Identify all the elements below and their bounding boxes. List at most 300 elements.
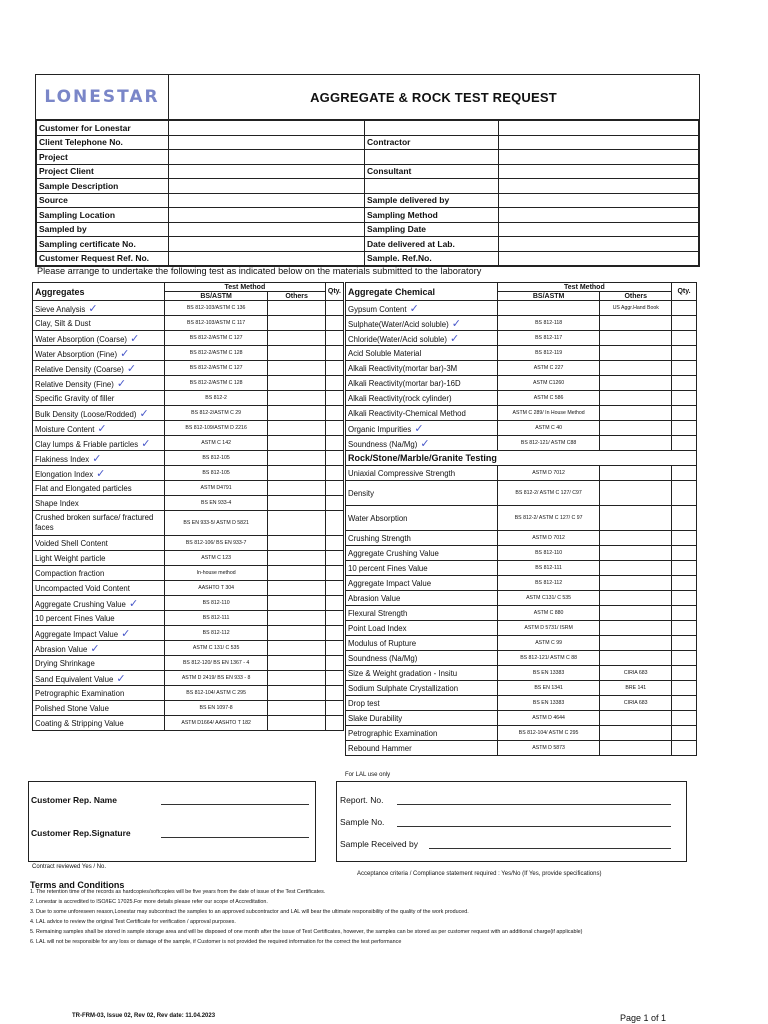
- test-row: [346, 606, 697, 621]
- info-row: [37, 150, 699, 165]
- test-others[interactable]: [600, 421, 672, 436]
- info-label-right: Sample. Ref.No.: [365, 251, 499, 266]
- test-method: ASTM D 5873: [497, 741, 600, 756]
- test-name: 10 percent Fines Value: [35, 613, 115, 623]
- info-value-field-right[interactable]: [499, 164, 699, 179]
- test-name-cell: [346, 726, 498, 741]
- test-row: [33, 301, 344, 316]
- test-name-cell: [33, 536, 165, 551]
- test-others[interactable]: [268, 481, 325, 496]
- test-method: BS 812-105: [164, 451, 268, 466]
- test-others[interactable]: [268, 466, 325, 481]
- test-others[interactable]: [268, 511, 325, 536]
- test-row: [346, 376, 697, 391]
- test-qty-field[interactable]: [325, 496, 343, 511]
- test-method-heading-right: Test Method: [497, 283, 671, 292]
- info-row: [37, 222, 699, 237]
- info-label-right: [365, 121, 499, 136]
- test-qty-field[interactable]: [672, 741, 697, 756]
- test-row: [346, 561, 697, 576]
- test-others[interactable]: [600, 376, 672, 391]
- test-others[interactable]: [600, 711, 672, 726]
- test-name-cell: [33, 421, 165, 436]
- test-qty-field[interactable]: [672, 481, 697, 506]
- test-qty-field[interactable]: [672, 591, 697, 606]
- test-method: BS 812-111: [164, 611, 268, 626]
- check-mark-icon: ✓: [136, 407, 149, 420]
- test-others[interactable]: [268, 626, 325, 641]
- info-row: [37, 251, 699, 266]
- test-row: [346, 576, 697, 591]
- test-name-cell: [346, 576, 498, 591]
- test-qty-field[interactable]: [325, 331, 343, 346]
- info-label-right: Contractor: [365, 135, 499, 150]
- test-name-cell: [346, 331, 498, 346]
- test-method: ASTM C 289/ In House Method: [497, 406, 600, 421]
- test-others[interactable]: [268, 581, 325, 596]
- info-value-field-right[interactable]: [499, 237, 699, 252]
- test-name: Petrographic Examination: [35, 688, 125, 698]
- test-row: [33, 596, 344, 611]
- check-mark-icon: ✓: [411, 422, 424, 435]
- test-method: BS 812-2/ASTM C 127: [164, 361, 268, 376]
- test-qty-field[interactable]: [325, 376, 343, 391]
- test-method: ASTM C 142: [164, 436, 268, 451]
- chemical-heading: Aggregate Chemical: [346, 283, 498, 301]
- test-row: [346, 346, 697, 361]
- test-others[interactable]: [600, 741, 672, 756]
- test-others[interactable]: [600, 531, 672, 546]
- test-method: BS 812-2/ ASTM C 127/ C 97: [497, 506, 600, 531]
- test-name: Specific Gravity of filler: [35, 393, 115, 403]
- test-qty-field[interactable]: [325, 466, 343, 481]
- test-method: ASTM D 7012: [497, 466, 600, 481]
- test-qty-field[interactable]: [672, 651, 697, 666]
- test-qty-field[interactable]: [325, 626, 343, 641]
- test-name-cell: [33, 316, 165, 331]
- test-others[interactable]: [600, 481, 672, 506]
- test-row: [33, 611, 344, 626]
- test-others[interactable]: [268, 391, 325, 406]
- test-others[interactable]: CIRIA 683: [600, 666, 672, 681]
- info-label-right: Sampling Date: [365, 222, 499, 237]
- check-mark-icon: ✓: [446, 332, 460, 345]
- test-qty-field[interactable]: [325, 581, 343, 596]
- test-name: Relative Density (Fine): [35, 379, 114, 389]
- test-qty-field[interactable]: [672, 421, 697, 436]
- test-qty-field[interactable]: [672, 301, 697, 316]
- bs-astm-heading: BS/ASTM: [164, 292, 268, 301]
- check-mark-icon: ✓: [85, 302, 98, 315]
- test-others[interactable]: [600, 621, 672, 636]
- test-qty-field[interactable]: [672, 666, 697, 681]
- check-mark-icon: ✓: [118, 627, 131, 640]
- test-name-cell: [33, 361, 165, 376]
- test-method: BS 812-109/ASTM D 2216: [164, 421, 268, 436]
- test-qty-field[interactable]: [325, 346, 343, 361]
- test-others[interactable]: CIRIA 683: [600, 696, 672, 711]
- test-name: Alkali Reactivity(rock cylinder): [348, 393, 452, 403]
- test-others[interactable]: [600, 576, 672, 591]
- test-name-cell: [33, 511, 165, 536]
- test-others[interactable]: [268, 421, 325, 436]
- test-name-cell: [33, 451, 165, 466]
- test-name-cell: [346, 606, 498, 621]
- test-others[interactable]: [268, 406, 325, 421]
- test-qty-field[interactable]: [672, 681, 697, 696]
- test-qty-field[interactable]: [325, 551, 343, 566]
- test-others[interactable]: US Aggr.Hand Book: [600, 301, 672, 316]
- bs-astm-heading-right: BS/ASTM: [497, 292, 600, 301]
- test-qty-field[interactable]: [325, 316, 343, 331]
- test-others[interactable]: [600, 651, 672, 666]
- test-qty-field[interactable]: [325, 686, 343, 701]
- info-value-field-right[interactable]: [499, 179, 699, 194]
- test-qty-field[interactable]: [672, 636, 697, 651]
- check-mark-icon: ✓: [117, 347, 130, 360]
- test-name-cell: [33, 481, 165, 496]
- test-method: BS 812-111: [497, 561, 600, 576]
- sample-received-by-field[interactable]: [429, 848, 671, 849]
- test-name-cell: [346, 681, 498, 696]
- test-method: ASTM C 227: [497, 361, 600, 376]
- test-others[interactable]: [268, 436, 325, 451]
- test-qty-field[interactable]: [325, 451, 343, 466]
- test-row: [346, 651, 697, 666]
- test-name-cell: [33, 406, 165, 421]
- test-name-cell: [346, 591, 498, 606]
- test-qty-field[interactable]: [672, 506, 697, 531]
- customer-rep-name-field[interactable]: [161, 804, 309, 805]
- test-method: BS 812-103/ASTM C 136: [164, 301, 268, 316]
- info-value-field[interactable]: [169, 179, 365, 194]
- info-value-field-right[interactable]: [499, 121, 699, 136]
- qty-heading: Qty.: [325, 283, 343, 301]
- info-label: Sampled by: [37, 222, 169, 237]
- test-row: [33, 566, 344, 581]
- test-qty-field[interactable]: [672, 436, 697, 451]
- test-others[interactable]: [600, 606, 672, 621]
- test-method: BS 812-121/ ASTM C88: [497, 436, 600, 451]
- info-value-field[interactable]: [169, 164, 365, 179]
- test-row: [346, 316, 697, 331]
- test-row: [346, 506, 697, 531]
- others-heading-right: Others: [600, 292, 672, 301]
- test-others[interactable]: [600, 561, 672, 576]
- test-others[interactable]: [600, 346, 672, 361]
- test-qty-field[interactable]: [672, 376, 697, 391]
- terms-item: 1. The retention time of the records as hardcopies/softcopies will be five years from the date of issue of the Test Certificates.: [36, 889, 686, 896]
- info-label: Customer Request Ref. No.: [37, 251, 169, 266]
- test-row: [33, 686, 344, 701]
- test-row: [33, 376, 344, 391]
- test-qty-field[interactable]: [325, 421, 343, 436]
- check-mark-icon: ✓: [113, 672, 126, 685]
- test-name: Sand Equivalent Value: [35, 674, 114, 684]
- test-qty-field[interactable]: [325, 641, 343, 656]
- test-name-cell: [33, 301, 165, 316]
- sample-received-by-label: Sample Received by: [340, 839, 418, 849]
- test-qty-field[interactable]: [672, 316, 697, 331]
- test-others[interactable]: [600, 726, 672, 741]
- report-no-field[interactable]: [397, 804, 671, 805]
- test-row: [33, 421, 344, 436]
- test-name: Polished Stone Value: [35, 703, 109, 713]
- info-value-field[interactable]: [169, 150, 365, 165]
- test-name: Point Load Index: [348, 623, 407, 633]
- test-qty-field[interactable]: [325, 671, 343, 686]
- test-qty-field[interactable]: [672, 466, 697, 481]
- instruction-text: Please arrange to undertake the following test as indicated below on the materials submitted to the laboratory: [37, 266, 482, 276]
- test-name: Rebound Hammer: [348, 743, 412, 753]
- test-method: BS 812-112: [164, 626, 268, 641]
- info-label: Sample Description: [37, 179, 169, 194]
- test-qty-field[interactable]: [325, 406, 343, 421]
- sample-no-field[interactable]: [397, 826, 671, 827]
- test-qty-field[interactable]: [672, 711, 697, 726]
- test-row: [346, 621, 697, 636]
- info-value-field-right[interactable]: [499, 251, 699, 266]
- customer-rep-signature-field[interactable]: [161, 837, 309, 838]
- info-row: [37, 193, 699, 208]
- test-name: Crushed broken surface/ fractured faces: [35, 513, 154, 532]
- test-method: BS 812-2/ ASTM C 127/ C97: [497, 481, 600, 506]
- test-name-cell: [346, 361, 498, 376]
- test-others[interactable]: [600, 636, 672, 651]
- info-label-right: Sampling Method: [365, 208, 499, 223]
- test-qty-field[interactable]: [325, 701, 343, 716]
- test-method: ASTM D 2419/ BS EN 933 - 8: [164, 671, 268, 686]
- test-name-cell: [346, 636, 498, 651]
- test-method: BS EN 1341: [497, 681, 600, 696]
- info-row: [37, 135, 699, 150]
- test-qty-field[interactable]: [672, 361, 697, 376]
- info-value-field[interactable]: [169, 135, 365, 150]
- test-row: [33, 391, 344, 406]
- test-qty-field[interactable]: [325, 716, 343, 731]
- test-row: [33, 496, 344, 511]
- test-others[interactable]: [268, 346, 325, 361]
- info-value-field-right[interactable]: [499, 222, 699, 237]
- test-name: Coating & Stripping Value: [35, 718, 124, 728]
- test-others[interactable]: [268, 611, 325, 626]
- info-value-field[interactable]: [169, 121, 365, 136]
- test-name: Slake Durability: [348, 713, 403, 723]
- test-others[interactable]: [268, 656, 325, 671]
- test-name-cell: [346, 316, 498, 331]
- test-others[interactable]: [600, 316, 672, 331]
- test-others[interactable]: [268, 686, 325, 701]
- test-name-cell: [346, 561, 498, 576]
- test-others[interactable]: [268, 551, 325, 566]
- test-method: ASTM D 7012: [497, 531, 600, 546]
- test-qty-field[interactable]: [325, 436, 343, 451]
- test-qty-field[interactable]: [672, 531, 697, 546]
- test-method: BS 812-2/ASTM C 128: [164, 346, 268, 361]
- test-method: BS 812-2/ASTM C 128: [164, 376, 268, 391]
- test-name-cell: [33, 686, 165, 701]
- test-name-cell: [346, 376, 498, 391]
- test-others[interactable]: [268, 376, 325, 391]
- test-others[interactable]: [600, 466, 672, 481]
- info-label-right: Sample delivered by: [365, 193, 499, 208]
- test-qty-field[interactable]: [325, 481, 343, 496]
- test-name-cell: [346, 391, 498, 406]
- test-qty-field[interactable]: [672, 561, 697, 576]
- test-others[interactable]: [600, 391, 672, 406]
- test-qty-field[interactable]: [672, 546, 697, 561]
- test-others[interactable]: [600, 546, 672, 561]
- test-row: [33, 466, 344, 481]
- terms-title: Terms and Conditions: [30, 880, 125, 890]
- test-qty-field[interactable]: [325, 566, 343, 581]
- customer-rep-signature-label: Customer Rep.Signature: [31, 828, 131, 838]
- test-row: [346, 481, 697, 506]
- test-name: Bulk Density (Loose/Rodded): [35, 409, 137, 419]
- test-others[interactable]: [268, 331, 325, 346]
- test-name: Petrographic Examination: [348, 728, 438, 738]
- test-qty-field[interactable]: [325, 361, 343, 376]
- info-value-field[interactable]: [169, 193, 365, 208]
- test-name: Density: [348, 488, 374, 498]
- test-method: ASTM C 880: [497, 606, 600, 621]
- test-others[interactable]: [600, 331, 672, 346]
- test-qty-field[interactable]: [672, 331, 697, 346]
- test-name-cell: [33, 376, 165, 391]
- test-others[interactable]: [268, 496, 325, 511]
- terms-item: 5. Remaining samples shall be stored in sample storage area and will be disposed of one month after the issue of Test Certificates, however, the samples can be stored as per customer request with an additional charge(if applicable): [36, 929, 686, 936]
- test-method: BS 812-104/ ASTM C 295: [497, 726, 600, 741]
- test-qty-field[interactable]: [325, 511, 343, 536]
- test-others[interactable]: [600, 406, 672, 421]
- qty-heading-right: Qty.: [672, 283, 697, 301]
- info-row: [37, 237, 699, 252]
- terms-item: 6. LAL will not be responsible for any loss or damage of the sample, if Customer is not provided the required information for the correct the test performance: [36, 939, 686, 946]
- terms-item: 3. Due to some unforeseen reason,Lonestar may subcontract the samples to an approved subcontractor and LAL will bear the ultimate responsibility of the quality of the work produced.: [36, 909, 686, 916]
- test-name: Drop test: [348, 698, 380, 708]
- test-name: 10 percent Fines Value: [348, 563, 428, 573]
- test-qty-field[interactable]: [672, 391, 697, 406]
- test-others[interactable]: [268, 641, 325, 656]
- check-mark-icon: ✓: [406, 302, 419, 315]
- test-qty-field[interactable]: [672, 606, 697, 621]
- page-number: Page 1 of 1: [620, 1013, 667, 1023]
- test-others[interactable]: BRE 141: [600, 681, 672, 696]
- test-name: Elongation Index: [35, 469, 94, 479]
- test-method: BS 812-103/ASTM C 117: [164, 316, 268, 331]
- test-method: BS 812-104/ ASTM C 295: [164, 686, 268, 701]
- test-row: [346, 681, 697, 696]
- test-qty-field[interactable]: [672, 406, 697, 421]
- info-value-field[interactable]: [169, 237, 365, 252]
- lal-use-box: [336, 781, 687, 862]
- test-row: [33, 581, 344, 596]
- test-qty-field[interactable]: [325, 391, 343, 406]
- test-name: Gypsum Content: [348, 304, 407, 314]
- test-others[interactable]: [268, 596, 325, 611]
- test-qty-field[interactable]: [672, 576, 697, 591]
- test-name: Alkali Reactivity-Chemical Method: [348, 408, 466, 418]
- document-reference: TR-FRM-03, Issue 02, Rev 02, Rev date: 11.04.2023: [72, 1013, 216, 1019]
- test-name-cell: [346, 406, 498, 421]
- test-others[interactable]: [268, 716, 325, 731]
- form-header: [36, 75, 699, 120]
- test-others[interactable]: [600, 361, 672, 376]
- test-name-cell: [346, 651, 498, 666]
- test-row: [346, 636, 697, 651]
- test-others[interactable]: [268, 701, 325, 716]
- info-value-field[interactable]: [169, 251, 365, 266]
- test-name-cell: [33, 626, 165, 641]
- test-others[interactable]: [268, 671, 325, 686]
- test-method: BS 812-110: [497, 546, 600, 561]
- test-others[interactable]: [268, 451, 325, 466]
- test-name: Clay, Silt & Dust: [35, 318, 91, 328]
- info-value-field[interactable]: [169, 208, 365, 223]
- info-value-field[interactable]: [169, 222, 365, 237]
- info-label: Project Client: [37, 164, 169, 179]
- info-row: [37, 208, 699, 223]
- test-name-cell: [346, 346, 498, 361]
- check-mark-icon: ✓: [113, 377, 127, 390]
- acceptance-criteria: Acceptance criteria / Compliance statement required : Yes/No (If Yes, provide specifications): [357, 871, 602, 877]
- test-row: [33, 656, 344, 671]
- test-method: BS 812-118: [497, 316, 600, 331]
- test-others[interactable]: [268, 316, 325, 331]
- test-qty-field[interactable]: [325, 536, 343, 551]
- test-method: BS 812-2: [164, 391, 268, 406]
- test-row: [33, 671, 344, 686]
- test-others[interactable]: [268, 536, 325, 551]
- test-qty-field[interactable]: [672, 696, 697, 711]
- info-value-field-right[interactable]: [499, 150, 699, 165]
- test-row: [33, 536, 344, 551]
- test-name: Aggregate Impact Value: [348, 578, 432, 588]
- aggregates-table: [32, 282, 344, 731]
- test-qty-field[interactable]: [672, 346, 697, 361]
- info-value-field-right[interactable]: [499, 208, 699, 223]
- info-label: Source: [37, 193, 169, 208]
- test-name: Soundness (Na/Mg): [348, 439, 418, 449]
- test-name-cell: [346, 301, 498, 316]
- test-method: [497, 301, 600, 316]
- test-qty-field[interactable]: [672, 726, 697, 741]
- test-row: [346, 436, 697, 451]
- test-qty-field[interactable]: [325, 301, 343, 316]
- terms-item: 4. LAL advice to review the original Test Certificate for verification / approval purposes.: [36, 919, 686, 926]
- test-qty-field[interactable]: [325, 596, 343, 611]
- test-qty-field[interactable]: [325, 611, 343, 626]
- test-row: [33, 316, 344, 331]
- test-others[interactable]: [268, 301, 325, 316]
- test-others[interactable]: [600, 591, 672, 606]
- test-method: BS 812-112: [497, 576, 600, 591]
- test-name: Size & Weight gradation - Insitu: [348, 668, 458, 678]
- test-row: [33, 406, 344, 421]
- test-name: Voided Shell Content: [35, 538, 108, 548]
- customer-info-table: [36, 120, 699, 266]
- test-others[interactable]: [268, 361, 325, 376]
- test-qty-field[interactable]: [672, 621, 697, 636]
- test-method: In-house method: [164, 566, 268, 581]
- test-row: [346, 301, 697, 316]
- test-others[interactable]: [600, 436, 672, 451]
- info-value-field-right[interactable]: [499, 193, 699, 208]
- test-qty-field[interactable]: [325, 656, 343, 671]
- test-others[interactable]: [268, 566, 325, 581]
- test-others[interactable]: [600, 506, 672, 531]
- info-value-field-right[interactable]: [499, 135, 699, 150]
